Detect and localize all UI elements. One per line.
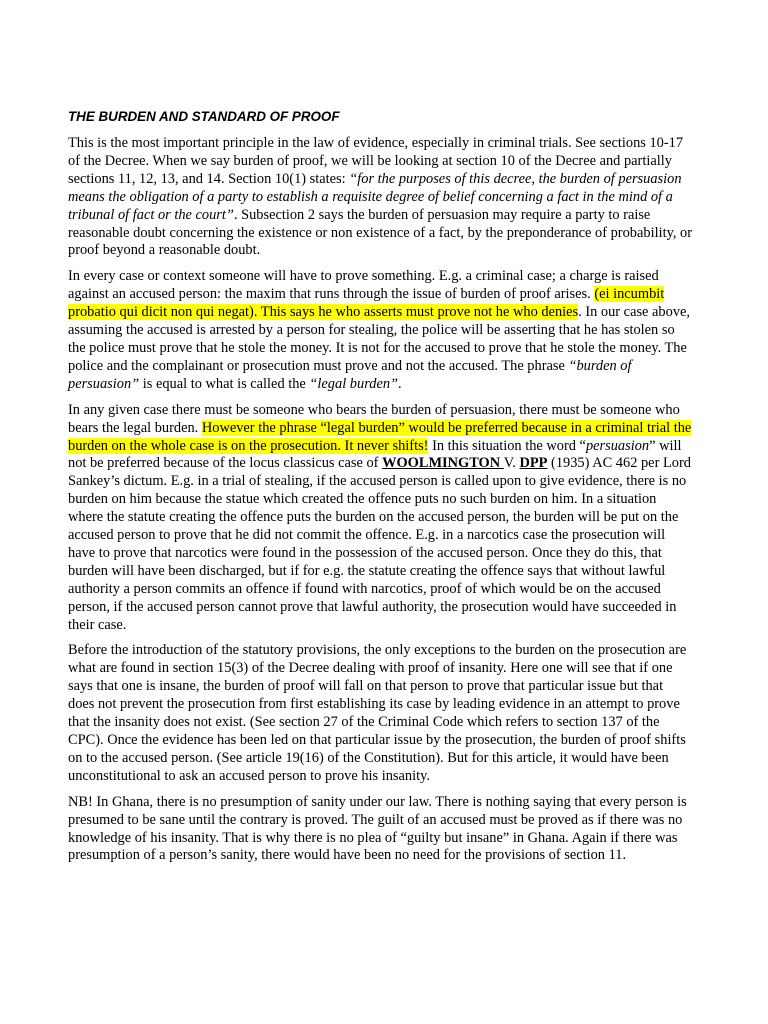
paragraph-3 (68, 402, 692, 635)
highlighted-legal-burden: However the phrase “legal burden” would be preferred because in a criminal trial the burden on the whole case is on the prosecution. It never shifts! (68, 419, 692, 454)
document-title: THE BURDEN AND STANDARD OF PROOF (68, 109, 340, 124)
paragraph-3-text-mid: In this situation the word “ (428, 437, 586, 454)
paragraph-2-text: In every case or context someone will have to prove something. E.g. a criminal case; a charge is raised against an accused person: the maxim that runs through the issue of burden of proof arises. (68, 268, 659, 303)
paragraph-4: Before the introduction of the statutory provisions, the only exceptions to the burden on the prosecution are what are found in section 15(3) of the Decree dealing with proof of insanity. Here one will see that if one says that one is insane, the burden of proof will fall on that person to prove that particular issue but that does not prevent the prosecution from first establishing its case by leading evidence in an attempt to prove that the insanity does not exist. (See section 27 of the Criminal Code which refers to section 137 of the CPC). Once the evidence has been led on that particular issue by the prosecution, the burden of proof shifts on to the accused person. (See article 19(16) of the Constitution). But for this article, it would have been unconstitutional to ask an accused person to prove his insanity. (68, 642, 687, 784)
highlighted-maxim: (ei incumbit probatio qui dicit non qui negat). This says he who asserts must prove not he who denies (68, 286, 665, 321)
paragraph-2-text-mid: . In our case above, assuming the accused is arrested by a person for stealing, the police will be asserting that he has stolen so the police must prove that he stole the money. It is not for the accused to prove that he stole the money. The police and the complainant or prosecution must prove and not the accused. The phrase (68, 304, 691, 374)
case-versus: V. (503, 455, 520, 472)
burden-of-persuasion-phrase: “burden of persuasion” (68, 357, 632, 392)
persuasion-word: persuasion (585, 437, 650, 454)
paragraph-1-text-end: . Subsection 2 says the burden of persuasion may require a party to raise reasonable doubt concerning the existence or non existence of a fact, by the preponderance of probability, or proof beyond a reasonable doubt. (68, 206, 693, 259)
paragraph-1-text: This is the most important principle in the law of evidence, especially in criminal trials. See sections 10-17 of the Decree. When we say burden of proof, we will be looking at section 10 of the Decree and partially sections 11, 12, 13, and 14. Section 10(1) states: (68, 135, 684, 187)
case-name-dpp: DPP (519, 455, 548, 472)
paragraph-2-text-end: . (398, 375, 402, 392)
paragraph-3-text-end: (1935) AC 462 per Lord Sankey’s dictum. E.g. in a trial of stealing, if the accused person is called upon to give evidence, there is no burden on him because the statue which created the offence puts no such burden on him. In a situation where the statute creating the offence puts the burden on the accused person, the burden will be put on the accused person to prove that he did not commit the offence. E.g. in a narcotics case the prosecution will have to prove that narcotics were found in the possession of the accused person. Once they do this, that burden will have been discharged, but if for e.g. the statute creating the offence says that without lawful authority a person commits an offence if found with narcotics, proof of which would be on the accused person, if the accused person cannot prove that lawful authority, the prosecution would have succeeded in their case. (68, 455, 691, 633)
paragraph-2 (68, 268, 692, 393)
paragraph-3-text-mid2: ” will not be preferred because of the locus classicus case of (68, 437, 682, 472)
paragraph-1 (68, 135, 692, 260)
paragraph-2-text-mid2: is equal to what is called the (139, 375, 310, 392)
case-name-woolmington: WOOLMINGTON (382, 455, 504, 472)
section-10-quote: “for the purposes of this decree, the burden of persuasion means the obligation of a party to establish a requisite degree of belief concerning a fact in the mind of a tribunal of fact or the court” (68, 170, 682, 223)
paragraph-3-text: In any given case there must be someone who bears the burden of persuasion, there must be someone who bears the legal burden. (68, 401, 680, 436)
document-page (68, 108, 692, 873)
paragraph-5: NB! In Ghana, there is no presumption of sanity under our law. There is nothing saying that every person is presumed to be sane until the contrary is proved. The guilt of an accused must be proved as if there was no knowledge of his insanity. That is why there is no plea of “guilty but insane” in Ghana. Again if there was presumption of a person’s sanity, there would have been no need for the provisions of section 11. (68, 793, 687, 864)
legal-burden-phrase: “legal burden” (309, 375, 399, 392)
